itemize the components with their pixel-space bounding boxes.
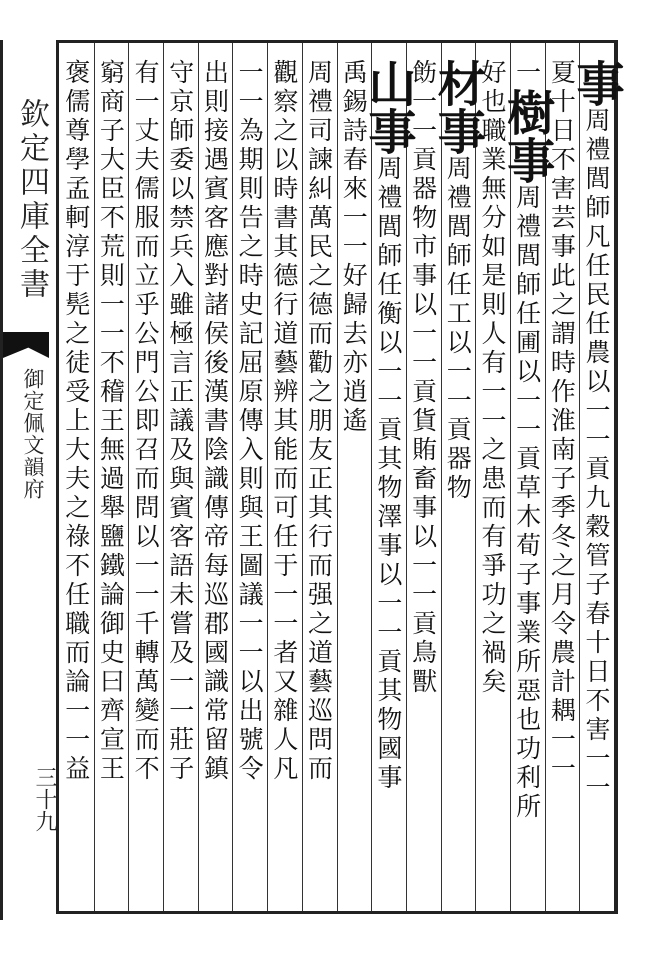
- column-text: 出則接遇賓客應對諸侯後漢書陰識傳帝每巡郡國識常留鎮: [200, 59, 230, 784]
- column-text: 窮商子大臣不荒則一一不稽王無過舉鹽鐵論御史曰齊宣王: [96, 59, 126, 784]
- column-text: 觀察之以時書其德行道藝辨其能而可任于一一者又雜人凡: [269, 59, 299, 784]
- headword: 樹事: [498, 88, 555, 184]
- text-column: [429, 43, 486, 911]
- page-number: 三十九: [32, 766, 57, 832]
- column-text: 有一丈夫儒服而立乎公門公即召而問以一一千轉萬變而不: [131, 59, 161, 784]
- text-column: [59, 43, 94, 911]
- text-column: [498, 43, 555, 911]
- column-text: 夏十日不害芸事此之謂時作淮南子季冬之月令農計耦一一: [547, 59, 577, 784]
- column-text: 禹錫詩春來一一好歸去亦逍遙: [339, 59, 369, 436]
- column-text: 山事周禮閭師任衡以一一貢其物澤事以一一貢其物國事: [359, 59, 416, 793]
- text-column: [359, 43, 416, 911]
- headword: 材事: [429, 59, 486, 155]
- column-text: 事周禮閭師凡任民任農以一一貢九穀管子春十日不害一一: [568, 59, 624, 803]
- text-column: [568, 43, 624, 911]
- column-text: 飭一一貢器物市事以一一貢貨賄畜事以一一貢鳥獸: [408, 59, 438, 697]
- text-column: [267, 43, 302, 911]
- text-column: [475, 43, 510, 911]
- volume-title: 御定佩文韻府: [21, 368, 45, 500]
- column-text: 好也職業無分如是則人有一一之患而有爭功之禍矣: [477, 59, 507, 697]
- column-text: 褒儒尊學孟軻淳于髡之徒受上大夫之祿不任職而論一一益: [61, 59, 91, 784]
- text-column: [198, 43, 233, 911]
- text-column: [302, 43, 337, 911]
- column-text: 守京師委以禁兵入雖極言正議及與賓客語未嘗及一一莊子: [165, 59, 195, 784]
- headword: 事: [568, 59, 624, 107]
- text-column: [232, 43, 267, 911]
- headword: 山事: [359, 59, 416, 155]
- text-block: [56, 40, 624, 914]
- text-column: [128, 43, 163, 911]
- text-column: [337, 43, 372, 911]
- text-column: [406, 43, 441, 911]
- column-text: 周禮司諫糾萬民之德而勸之朋友正其行而强之道藝巡問而: [304, 59, 334, 784]
- column-text: 一樹事周禮閭師任圃以一一貢草木荀子事業所惡也功利所: [498, 59, 555, 822]
- column-text: 一一為期則告之時史記屈原傳入則與王圖議一一以出號令: [235, 59, 265, 784]
- binding-margin: [0, 40, 61, 920]
- fishtail-mark: [3, 332, 49, 358]
- text-column: [163, 43, 198, 911]
- column-text: 材事周禮閭師任工以一一貢器物: [429, 59, 486, 503]
- book-title: 欽定四庫全書: [14, 98, 49, 302]
- text-column: [94, 43, 129, 911]
